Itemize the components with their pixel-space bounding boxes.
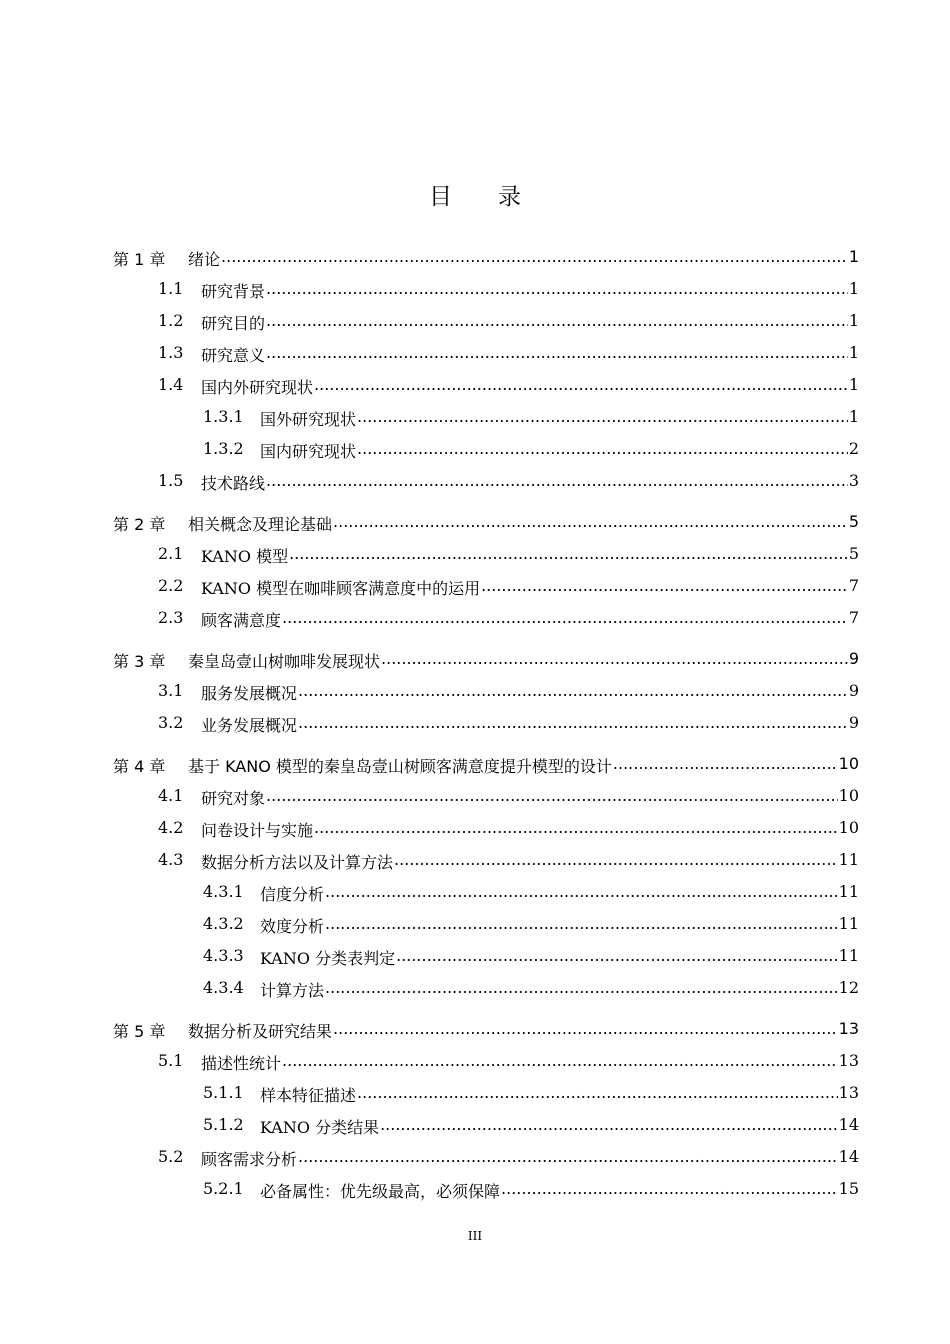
toc-subsection-entry[interactable] bbox=[0, 1079, 950, 1107]
toc-section-entry[interactable] bbox=[0, 540, 950, 568]
toc-page-number: 15 bbox=[838, 1179, 859, 1198]
toc-leader-dots bbox=[221, 247, 848, 266]
toc-section-entry[interactable] bbox=[0, 307, 950, 335]
toc-entry-number: 第 4 章 bbox=[113, 757, 166, 776]
toc-title-left: 目 bbox=[429, 184, 452, 210]
toc-leader-dots bbox=[481, 576, 848, 595]
toc-entry-number: 2.3 bbox=[158, 608, 184, 627]
toc-subsection-entry[interactable] bbox=[0, 403, 950, 431]
toc-entry-label: KANO 分类表判定 bbox=[260, 949, 396, 968]
toc-chapter-entry[interactable] bbox=[0, 1015, 950, 1043]
toc-page-number: 9 bbox=[848, 649, 859, 668]
toc-subsection-entry[interactable] bbox=[0, 974, 950, 1002]
toc-page-number: 1 bbox=[848, 311, 859, 330]
toc-leader-dots bbox=[325, 978, 838, 997]
toc-leader-dots bbox=[298, 713, 848, 732]
toc-entry-label: 秦皇岛壹山树咖啡发展现状 bbox=[188, 652, 381, 671]
toc-page-number: 3 bbox=[848, 471, 859, 490]
toc-entry-label: 计算方法 bbox=[260, 981, 325, 1000]
toc-leader-dots bbox=[396, 946, 838, 965]
toc-entry-number: 4.3.2 bbox=[203, 914, 244, 933]
toc-entry-label: 效度分析 bbox=[260, 917, 325, 936]
toc-entry-label: 国外研究现状 bbox=[260, 410, 357, 429]
toc-chapter-entry[interactable] bbox=[0, 645, 950, 673]
toc-chapter-entry[interactable] bbox=[0, 243, 950, 271]
toc-entry-label: 描述性统计 bbox=[201, 1054, 282, 1073]
toc-chapter-entry[interactable] bbox=[0, 508, 950, 536]
toc-entry-label: 必备属性：优先级最高，必须保障 bbox=[260, 1182, 501, 1201]
toc-entry-label: 国内外研究现状 bbox=[201, 378, 314, 397]
toc-entry-number: 第 5 章 bbox=[113, 1022, 166, 1041]
toc-leader-dots bbox=[266, 343, 848, 362]
toc-entry-label: 服务发展概况 bbox=[201, 684, 298, 703]
toc-page-number: 9 bbox=[848, 681, 859, 700]
toc-entry-number: 1.4 bbox=[158, 375, 184, 394]
toc-entry-number: 4.1 bbox=[158, 786, 184, 805]
toc-entry-label: 研究背景 bbox=[201, 282, 266, 301]
toc-entry-label: 数据分析及研究结果 bbox=[188, 1022, 333, 1041]
toc-page-number: 2 bbox=[848, 439, 859, 458]
toc-chapter-entry[interactable] bbox=[0, 750, 950, 778]
toc-leader-dots bbox=[298, 1147, 838, 1166]
page-number-footer: III bbox=[467, 1229, 483, 1243]
toc-leader-dots bbox=[266, 786, 838, 805]
toc-entry-number: 1.3.1 bbox=[203, 407, 244, 426]
toc-section-entry[interactable] bbox=[0, 1143, 950, 1171]
toc-section-entry[interactable] bbox=[0, 782, 950, 810]
toc-entry-number: 1.2 bbox=[158, 311, 184, 330]
toc-entry-number: 2.2 bbox=[158, 576, 184, 595]
toc-entry-number: 3.1 bbox=[158, 681, 184, 700]
toc-section-entry[interactable] bbox=[0, 677, 950, 705]
toc-entry-label: 相关概念及理论基础 bbox=[188, 515, 333, 534]
toc-page-number: 14 bbox=[838, 1147, 859, 1166]
toc-leader-dots bbox=[266, 311, 848, 330]
toc-entry-label: KANO 模型在咖啡顾客满意度中的运用 bbox=[201, 579, 481, 598]
toc-leader-dots bbox=[289, 544, 848, 563]
toc-entry-label: 国内研究现状 bbox=[260, 442, 357, 461]
toc-page-number: 13 bbox=[838, 1083, 859, 1102]
toc-entry-label: 业务发展概况 bbox=[201, 716, 298, 735]
toc-page-number: 10 bbox=[838, 786, 859, 805]
toc-page-number: 13 bbox=[838, 1051, 859, 1070]
toc-entry-label: 基于 KANO 模型的秦皇岛壹山树顾客满意度提升模型的设计 bbox=[188, 757, 612, 776]
toc-leader-dots bbox=[266, 279, 848, 298]
toc-subsection-entry[interactable] bbox=[0, 878, 950, 906]
toc-entry-label: 数据分析方法以及计算方法 bbox=[201, 853, 394, 872]
toc-entry-label: 技术路线 bbox=[201, 474, 266, 493]
toc-entry-label: KANO 分类结果 bbox=[260, 1118, 380, 1137]
toc-section-entry[interactable] bbox=[0, 846, 950, 874]
toc-entry-label: 研究意义 bbox=[201, 346, 266, 365]
toc-page-number: 11 bbox=[838, 914, 859, 933]
toc-entry-number: 第 3 章 bbox=[113, 652, 166, 671]
toc-entry-label: 信度分析 bbox=[260, 885, 325, 904]
toc-entry-number: 4.3.3 bbox=[203, 946, 244, 965]
toc-entry-number: 4.2 bbox=[158, 818, 184, 837]
toc-page-number: 14 bbox=[838, 1115, 859, 1134]
toc-section-entry[interactable] bbox=[0, 1047, 950, 1075]
toc-leader-dots bbox=[380, 1115, 838, 1134]
toc-leader-dots bbox=[333, 1019, 838, 1038]
toc-title bbox=[0, 178, 950, 211]
toc-page-number: 11 bbox=[838, 882, 859, 901]
toc-section-entry[interactable] bbox=[0, 709, 950, 737]
toc-section-entry[interactable] bbox=[0, 371, 950, 399]
toc-entry-number: 1.1 bbox=[158, 279, 184, 298]
toc-subsection-entry[interactable] bbox=[0, 1175, 950, 1203]
toc-leader-dots bbox=[357, 1083, 838, 1102]
toc-entry-number: 第 2 章 bbox=[113, 515, 166, 534]
toc-leader-dots bbox=[325, 914, 838, 933]
toc-entry-number: 3.2 bbox=[158, 713, 184, 732]
toc-page-number: 7 bbox=[848, 576, 859, 595]
toc-section-entry[interactable] bbox=[0, 604, 950, 632]
toc-entry-number: 4.3 bbox=[158, 850, 184, 869]
toc-subsection-entry[interactable] bbox=[0, 942, 950, 970]
toc-leader-dots bbox=[325, 882, 838, 901]
toc-entry-number: 1.3 bbox=[158, 343, 184, 362]
toc-entry-label: 顾客需求分析 bbox=[201, 1150, 298, 1169]
toc-section-entry[interactable] bbox=[0, 339, 950, 367]
toc-entry-number: 5.2 bbox=[158, 1147, 184, 1166]
toc-page-number: 1 bbox=[848, 247, 859, 266]
toc-page-number: 11 bbox=[838, 946, 859, 965]
toc-page-number: 10 bbox=[838, 754, 859, 773]
toc-title-right: 录 bbox=[498, 184, 521, 210]
toc-entry-number: 1.5 bbox=[158, 471, 184, 490]
toc-leader-dots bbox=[501, 1179, 838, 1198]
toc-section-entry[interactable] bbox=[0, 275, 950, 303]
toc-page-number: 1 bbox=[848, 279, 859, 298]
toc-entry-label: 研究对象 bbox=[201, 789, 266, 808]
toc-entry-number: 5.2.1 bbox=[203, 1179, 244, 1198]
toc-entry-label: KANO 模型 bbox=[201, 547, 289, 566]
toc-leader-dots bbox=[333, 512, 848, 531]
toc-entry-number: 4.3.4 bbox=[203, 978, 244, 997]
toc-entry-label: 研究目的 bbox=[201, 314, 266, 333]
toc-entry-number: 5.1.1 bbox=[203, 1083, 244, 1102]
toc-entry-number: 2.1 bbox=[158, 544, 184, 563]
toc-subsection-entry[interactable] bbox=[0, 910, 950, 938]
toc-entry-label: 绪论 bbox=[188, 250, 221, 269]
toc-page-number: 10 bbox=[838, 818, 859, 837]
toc-entry-number: 5.1.2 bbox=[203, 1115, 244, 1134]
toc-leader-dots bbox=[394, 850, 838, 869]
toc-page-number: 1 bbox=[848, 375, 859, 394]
toc-leader-dots bbox=[613, 754, 838, 773]
toc-entry-label: 样本特征描述 bbox=[260, 1086, 357, 1105]
toc-entry-label: 问卷设计与实施 bbox=[201, 821, 314, 840]
toc-page-number: 1 bbox=[848, 343, 859, 362]
toc-entry-number: 第 1 章 bbox=[113, 250, 166, 269]
toc-section-entry[interactable] bbox=[0, 814, 950, 842]
toc-leader-dots bbox=[282, 1051, 838, 1070]
toc-entry-number: 5.1 bbox=[158, 1051, 184, 1070]
toc-leader-dots bbox=[266, 471, 848, 490]
toc-page-number: 9 bbox=[848, 713, 859, 732]
toc-leader-dots bbox=[314, 375, 848, 394]
toc-page-number: 13 bbox=[838, 1019, 859, 1038]
toc-entry-number: 4.3.1 bbox=[203, 882, 244, 901]
toc-entry-number: 1.3.2 bbox=[203, 439, 244, 458]
toc-leader-dots bbox=[357, 407, 848, 426]
toc-page-number: 5 bbox=[848, 544, 859, 563]
toc-page-number: 1 bbox=[848, 407, 859, 426]
toc-leader-dots bbox=[298, 681, 848, 700]
toc-subsection-entry[interactable] bbox=[0, 435, 950, 463]
toc-entry-label: 顾客满意度 bbox=[201, 611, 282, 630]
toc-leader-dots bbox=[357, 439, 848, 458]
toc-section-entry[interactable] bbox=[0, 467, 950, 495]
toc-page-number: 7 bbox=[848, 608, 859, 627]
toc-leader-dots bbox=[381, 649, 848, 668]
toc-section-entry[interactable] bbox=[0, 572, 950, 600]
toc-page-number: 5 bbox=[848, 512, 859, 531]
toc-page-number: 12 bbox=[838, 978, 859, 997]
toc-page-number: 11 bbox=[838, 850, 859, 869]
toc-subsection-entry[interactable] bbox=[0, 1111, 950, 1139]
toc-leader-dots bbox=[314, 818, 838, 837]
toc-leader-dots bbox=[282, 608, 848, 627]
